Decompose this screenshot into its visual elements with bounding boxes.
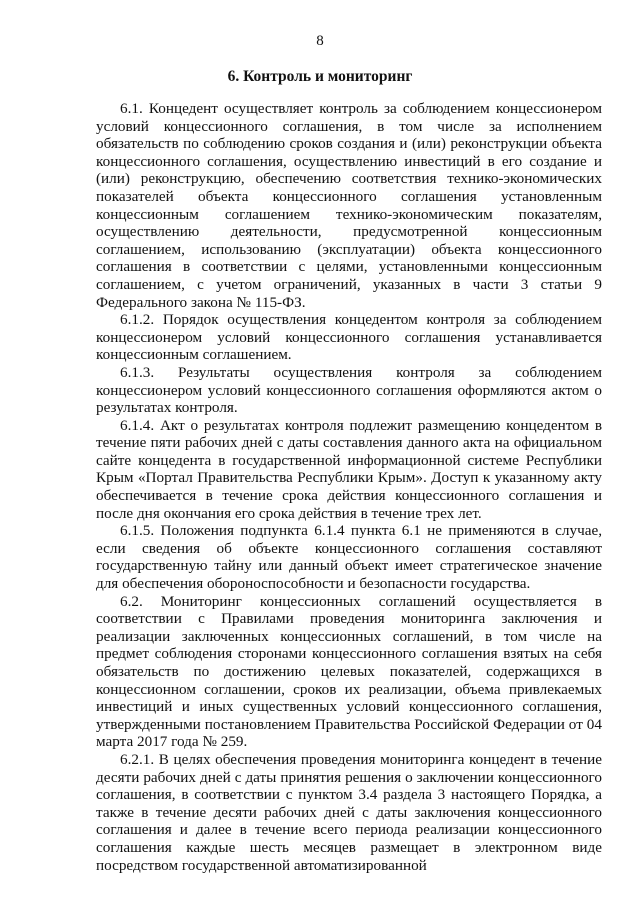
paragraph-6-1-4: 6.1.4. Акт о результатах контроля подлежит размещению концедентом в течение пяти рабочих дней с даты составления данного акта на официальном сайте концедента в государственной информационной системе Республики Крым «Портал Правительства Республики Крым». Доступ к указанному акту обеспечивается в течение срока действия концессионного соглашения и после дня окончания его срока действия в течение трех лет. (96, 416, 602, 522)
paragraph-6-2: 6.2. Мониторинг концессионных соглашений осуществляется в соответствии с Правилами проведения мониторинга заключения и реализации заключенных концессионных соглашений, в том числе на предмет соблюдения сторонами концессионного соглашения взятых на себя обязательств по достижению целевых показателей, содержащихся в концессионном соглашении, сроков их реализации, объема привлекаемых инвестиций и иных существенных условий концессионного соглашения, утвержденными постановлением Правительства Российской Федерации от 04 марта 2017 года № 259. (96, 592, 602, 751)
section-title: 6. Контроль и мониторинг (227, 68, 413, 85)
paragraph-6-2-1: 6.2.1. В целях обеспечения проведения мониторинга концедент в течение десяти рабочих дней с даты принятия решения о заключении концессионного соглашения, в соответствии с пунктом 3.4 раздела 3 настоящего Порядка, а также в течение десяти рабочих дней с даты заключения концессионного соглашения и далее в течение всего периода реализации концессионного соглашения каждые шесть месяцев размещает в электронном виде посредством государственной автоматизированной (96, 750, 602, 874)
page-number: 8 (316, 33, 324, 49)
document-body (96, 100, 602, 874)
paragraph-6-1-5: 6.1.5. Положения подпункта 6.1.4 пункта 6.1 не применяются в случае, если сведения об объекте концессионного соглашения составляют государственную тайну или данный объект имеет стратегическое значение для обеспечения обороноспособности и безопасности государства. (96, 522, 602, 593)
paragraph-6-1: 6.1. Концедент осуществляет контроль за соблюдением концессионером условий концессионного соглашения, в том числе за исполнением обязательств по соблюдению сроков создания и (или) реконструкции объекта концессионного соглашения, осуществлению инвестиций в его создание и (или) реконструкцию, обеспечению соответствия технико-экономических показателей объекта концессионного соглашения установленным концессионным соглашением технико-экономическим показателям, осуществлению деятельности, предусмотренной концессионным соглашением, использованию (эксплуатации) объекта концессионного соглашения в соответствии с целями, установленными концессионным соглашением, с учетом ограничений, указанных в части 3 статьи 9 Федерального закона № 115-ФЗ. (96, 100, 602, 311)
paragraph-6-1-2: 6.1.2. Порядок осуществления концедентом контроля за соблюдением концессионером условий концессионного соглашения устанавливается концессионным соглашением. (96, 311, 602, 364)
paragraph-6-1-3: 6.1.3. Результаты осуществления контроля за соблюдением концессионером условий концессионного соглашения оформляются актом о результатах контроля. (96, 363, 602, 417)
